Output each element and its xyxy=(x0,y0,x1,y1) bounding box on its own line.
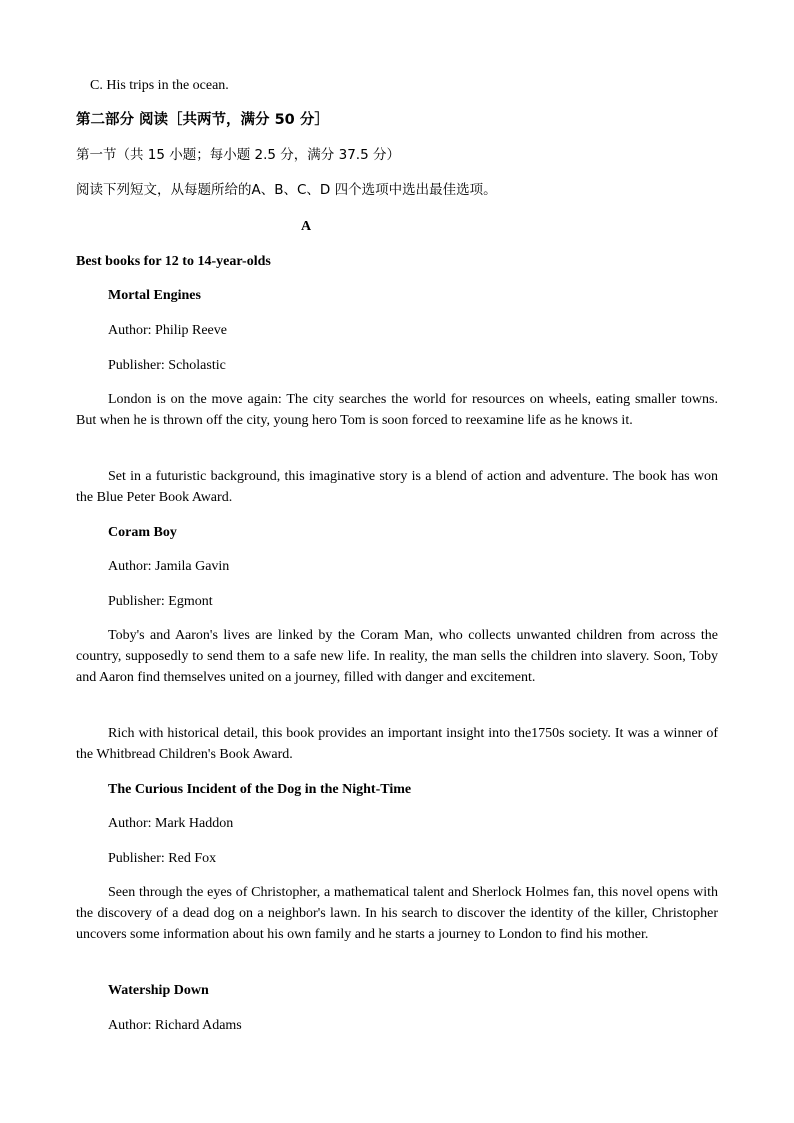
passage-letter: A xyxy=(300,219,312,234)
option-c: C. His trips in the ocean. xyxy=(90,78,229,93)
book-title: Coram Boy xyxy=(108,525,177,540)
book-author: Author: Philip Reeve xyxy=(108,323,227,338)
book-summary: Toby's and Aaron's lives are linked by the Coram Man, who collects unwanted children from across the country, supposedly to send them to a safe new life. In reality, the man sells the children into slavery. Soon, Toby and Aaron find themselves united on a journey, filled with danger and excitement. xyxy=(76,628,718,685)
book-title: The Curious Incident of the Dog in the Night-Time xyxy=(108,782,412,797)
book-summary: London is on the move again: The city searches the world for resources on wheels, eating smaller towns. But when he is thrown off the city, young hero Tom is soon forced to reexamine life as he knows it. xyxy=(76,392,718,428)
book-publisher: Publisher: Scholastic xyxy=(108,358,226,373)
book-title: Watership Down xyxy=(108,983,209,998)
book-publisher: Publisher: Egmont xyxy=(108,594,213,609)
book-author: Author: Richard Adams xyxy=(108,1018,242,1033)
article-heading: Best books for 12 to 14-year-olds xyxy=(76,254,271,269)
book-review: Rich with historical detail, this book provides an important insight into the1750s society. It was a winner of the Whitbread Children's Book Award. xyxy=(76,726,718,762)
instruction: 阅读下列短文，从每题所给的A、B、C、D 四个选项中选出最佳选项。 xyxy=(76,182,497,198)
book-title: Mortal Engines xyxy=(108,288,201,303)
book-publisher: Publisher: Red Fox xyxy=(108,851,217,866)
book-author: Author: Jamila Gavin xyxy=(108,559,230,574)
section-title: 第一节（共 15 小题；每小题 2.5 分，满分 37.5 分） xyxy=(76,147,400,163)
book-summary: Seen through the eyes of Christopher, a mathematical talent and Sherlock Holmes fan, this novel opens with the discovery of a dead dog on a neighbor's lawn. In his search to discover the identity of the killer, Christopher uncovers some information about his own family and he starts a journey to London to find his mother. xyxy=(76,885,718,942)
book-author: Author: Mark Haddon xyxy=(108,816,234,831)
part-title: 第二部分 阅读［共两节，满分 50 分］ xyxy=(76,112,329,128)
book-review: Set in a futuristic background, this imaginative story is a blend of action and adventure. The book has won the Blue Peter Book Award. xyxy=(76,469,718,505)
